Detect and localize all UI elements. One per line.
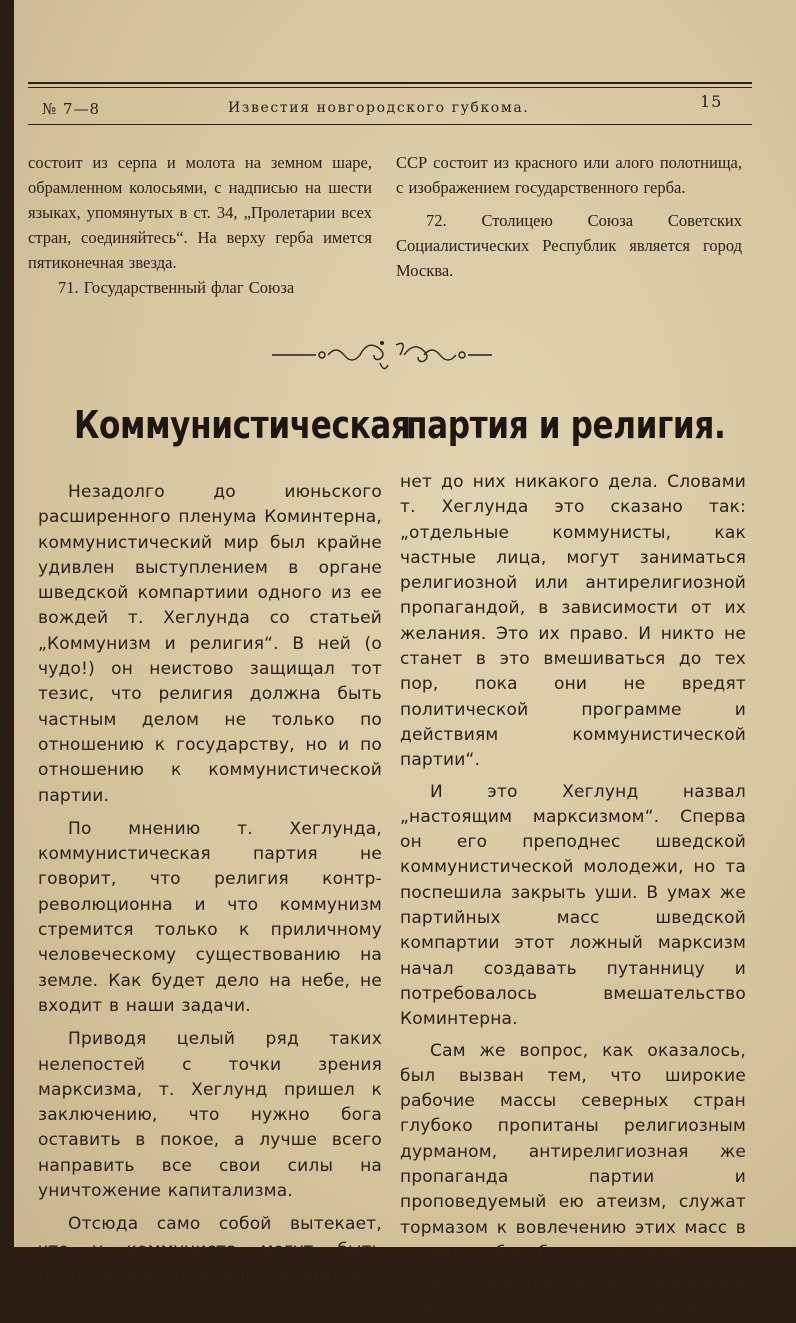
paragraph: состоит из серпа и молота на земном шаре, обрамленном колосьями, с надписью на шести языках, упомянутых в ст. 34, „Пролетарии всех стран, соединяйтесь“. На верху герба имется пятиконечная звезда. bbox=[28, 153, 372, 272]
article-left-column bbox=[38, 480, 382, 1288]
article-right-column bbox=[400, 470, 746, 1323]
paragraph: Отсюда само собой вытекает, что у коммуниста могут быть религиозные убеждения, и партии bbox=[38, 1214, 382, 1285]
paragraph: Приводя целый ряд таких нелепостей с точки зрения марксизма, т. Хеглунд пришел к заключению, что нужно бога оставить в покое, а лучше всего направить все свои силы на уничтожение капитализма. bbox=[38, 1029, 382, 1202]
header-rule-top bbox=[28, 82, 752, 84]
article-title-left: Коммунистическая bbox=[74, 403, 411, 447]
header-rule-bottom bbox=[28, 124, 752, 125]
newspaper-page bbox=[14, 0, 796, 1320]
paragraph: По мнению т. Хеглунда, коммунистическая партия не говорит, что религия контр-революционна и что коммунизм стремится только к приличному человеческому существованию на земле. Как будет дело на небе, не входит в наши задачи. bbox=[38, 818, 382, 1016]
paragraph: нет до них никакого дела. Словами т. Хеглунда это сказано так: „отдельные коммунисты, как частные лица, могут заниматься религиозной или антирелигиозной пропагандой, в зависимости от их желания. Это их право. И никто не станет в это вмешиваться до тех пор, пока они не вредят политической программе и действиям коммунистической партии“. bbox=[400, 472, 746, 771]
journal-title: Известия новгородского губкома. bbox=[228, 100, 530, 116]
article-title-right: партия и религия. bbox=[406, 403, 726, 447]
top-left-column bbox=[28, 150, 372, 300]
top-right-column bbox=[396, 150, 742, 283]
paragraph: 71. Государственный флаг Союза bbox=[58, 278, 295, 297]
page-number: 15 bbox=[700, 92, 723, 111]
ornament-divider-icon bbox=[272, 333, 492, 377]
paragraph: 72. Столицею Союза Советских Социалистических Республик является город Москва. bbox=[396, 211, 742, 280]
paragraph: ССР состоит из красного или алого полотнища, с изображением государственного герба. bbox=[396, 153, 742, 197]
paragraph: И в искании путей сближения религиозно настроенных рабочих bbox=[400, 1274, 746, 1320]
header-rule-top-thin bbox=[28, 87, 752, 88]
issue-number: № 7—8 bbox=[42, 100, 101, 118]
paragraph: И это Хеглунд назвал „настоящим марксизмом“. Сперва он его преподнес шведской коммунистической молодежи, но та поспешила закрыть уши. В умах же партийных масс шведской компартии этот ложный марксизм начал создавать путанницу и потребовалось вмешательство Коминтерна. bbox=[400, 781, 746, 1030]
paragraph: Сам же вопрос, как оказалось, был вызван тем, что широкие рабочие массы северных стран глубоко пропитаны религиозным дурманом, антирелигиозная же пропаганда партии и проповедуемый ею атеизм, служат тормазом к вовлечению этих масс в активную борьбу с капиталом. bbox=[400, 1040, 746, 1263]
paragraph: Незадолго до июньского расширенного пленума Коминтерна, коммунистический мир был крайне удивлен выступлением в органе шведской компартиии одного из ее вождей т. Хеглунда со статьей „Коммунизм и религия“. В ней (о чудо!) он неистово защищал тот тезис, что религия должна быть частным делом не только по отношению к государству, но и по отношению к коммунистической партии. bbox=[38, 482, 382, 806]
